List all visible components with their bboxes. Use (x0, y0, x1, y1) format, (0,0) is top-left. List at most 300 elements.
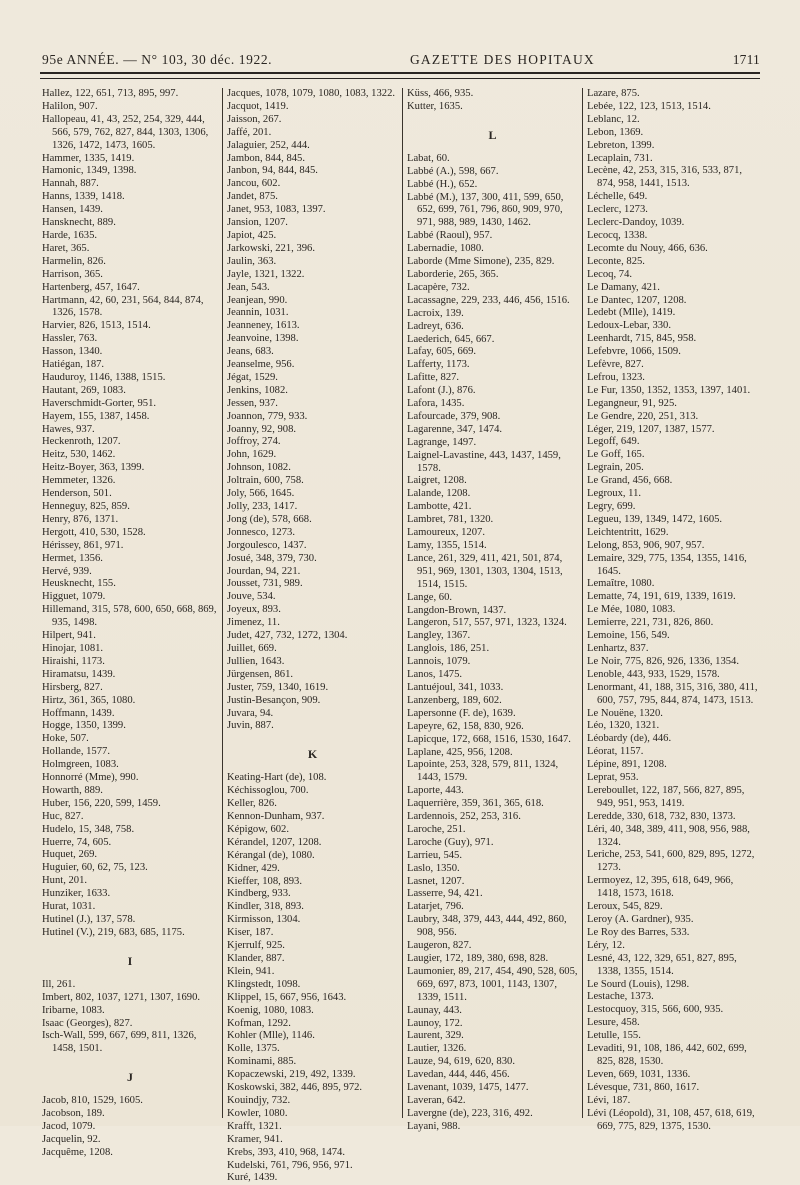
index-entry: Levaditi, 91, 108, 186, 442, 602, 699, 825, 828, 1530. (587, 1043, 747, 1067)
index-entry: Ledebt (Mlle), 1419. (587, 307, 676, 319)
index-entry: Legroux, 11. (587, 488, 642, 500)
index-entry: Keating-Hart (de), 108. (227, 772, 327, 784)
index-entry: Lapeyre, 62, 158, 830, 926. (407, 720, 524, 732)
index-entry: Harvier, 826, 1513, 1514. (42, 320, 151, 332)
index-entry: Le Roy des Barres, 533. (587, 926, 690, 938)
index-entry: Lematte, 74, 191, 619, 1339, 1619. (587, 591, 736, 603)
index-entry: Joanny, 92, 908. (227, 423, 297, 435)
index-entry: Laveran, 642. (407, 1094, 466, 1106)
index-entry: Leclerc-Dandoy, 1039. (587, 217, 685, 229)
index-entry: Lacassagne, 229, 233, 446, 456, 1516. (407, 294, 570, 306)
index-entry: Joyeux, 893. (227, 604, 281, 616)
index-entry: Japiot, 425. (227, 229, 277, 241)
index-entry: Léry, 12. (587, 939, 625, 951)
index-entry: Leichtentritt, 1629. (587, 526, 669, 538)
index-entry: Leriche, 253, 541, 600, 829, 895, 1272, 1273. (587, 849, 755, 874)
index-entry: Layani, 988. (407, 1120, 461, 1132)
index-entry: Jambon, 844, 845. (227, 152, 305, 164)
index-entry: Lazare, 875. (587, 88, 640, 99)
index-entry: Lebreton, 1399. (587, 139, 655, 151)
index-entry: Lavergne (de), 223, 316, 492. (407, 1107, 533, 1119)
index-column (582, 88, 762, 1132)
index-entry: Kramer, 941. (227, 1133, 283, 1145)
index-entry: Ledoux-Lebar, 330. (587, 320, 671, 332)
index-entry: Laplane, 425, 956, 1208. (407, 746, 513, 758)
index-entry: Lapersonne (F. de), 1639. (407, 707, 516, 719)
index-entry: Isaac (Georges), 827. (42, 1017, 133, 1029)
index-entry: Juillet, 669. (227, 642, 277, 654)
index-entry: Labat, 60. (407, 152, 450, 164)
index-entry: Henry, 876, 1371. (42, 513, 119, 525)
index-entry: Koenig, 1080, 1083. (227, 1004, 314, 1016)
index-entry: Le Mée, 1080, 1083. (587, 604, 676, 616)
index-entry: Hallopeau, 41, 43, 252, 254, 329, 444, 566, 579, 762, 827, 844, 1303, 1306, 1326, 1472, 1473, 1605. (42, 113, 209, 151)
index-entry: Jullien, 1643. (227, 655, 285, 667)
index-entry: Lefrou, 1323. (587, 371, 645, 383)
index-entry: Launay, 443. (407, 1004, 462, 1016)
index-entry: Lasnet, 1207. (407, 875, 465, 887)
index-entry: Kennon-Dunham, 937. (227, 811, 325, 823)
index-entry: Hinojar, 1081. (42, 642, 104, 654)
index-entry: Klein, 941. (227, 965, 275, 977)
index-entry: Lardennois, 252, 253, 316. (407, 811, 521, 823)
index-entry: Lereboullet, 122, 187, 566, 827, 895, 949, 951, 953, 1419. (587, 784, 745, 809)
index-entry: Jong (de), 578, 668. (227, 513, 312, 525)
index-entry: Jacquelin, 92. (42, 1133, 101, 1145)
index-entry: Kowler, 1080. (227, 1107, 288, 1119)
index-entry: Johnson, 1082. (227, 462, 291, 474)
page-number: 1711 (732, 52, 760, 67)
index-entry: Imbert, 802, 1037, 1271, 1307, 1690. (42, 991, 201, 1003)
running-header (42, 52, 760, 74)
index-entry: Laslo, 1350. (407, 862, 460, 874)
index-entry: Hutinel (V.), 219, 683, 685, 1175. (42, 926, 185, 938)
index-entry: Jandet, 875. (227, 191, 278, 203)
index-entry: Lautier, 1326. (407, 1043, 467, 1055)
index-entry: Kiser, 187. (227, 927, 274, 939)
index-entry: Henneguy, 825, 859. (42, 501, 130, 512)
index-column (222, 88, 402, 1184)
issue-info: 95e ANNÉE. — N° 103, 30 déc. 1922. (42, 52, 273, 67)
index-columns (42, 88, 764, 1184)
index-entry: Lavenant, 1039, 1475, 1477. (407, 1082, 529, 1094)
index-entry: Le Noir, 775, 826, 926, 1336, 1354. (587, 655, 739, 667)
index-entry: Lamoureux, 1207. (407, 527, 485, 539)
index-entry: Hillemand, 315, 578, 600, 650, 668, 869, 935, 1498. (42, 604, 217, 629)
index-entry: Jouve, 534. (227, 591, 276, 603)
index-entry: Heusknecht, 155. (42, 578, 116, 590)
index-entry: Jürgensen, 861. (227, 668, 294, 680)
index-entry: Jégat, 1529. (227, 371, 278, 383)
index-entry: Leprat, 953. (587, 772, 639, 784)
index-entry: Jacob, 810, 1529, 1605. (42, 1095, 143, 1107)
index-entry: Léobardy (de), 446. (587, 733, 672, 745)
index-entry: Leclerc, 1273. (587, 204, 648, 216)
index-entry: Heckenroth, 1207. (42, 436, 121, 448)
index-entry: Joltrain, 600, 758. (227, 475, 304, 487)
index-entry: Lenoble, 443, 933, 1529, 1578. (587, 668, 720, 680)
index-entry: Legangneur, 91, 925. (587, 397, 677, 409)
index-entry: Legueu, 139, 1349, 1472, 1605. (587, 513, 723, 525)
index-entry: Lapicque, 172, 668, 1516, 1530, 1647. (407, 733, 571, 745)
index-entry: Kéchissoglou, 700. (227, 785, 309, 797)
index-entry: Hiramatsu, 1439. (42, 668, 116, 680)
index-entry: Labbé (M.), 137, 300, 411, 599, 650, 652, 699, 761, 796, 860, 909, 970, 971, 988, 989, 1430, 1462. (407, 191, 564, 229)
index-entry: Kindberg, 933. (227, 888, 291, 900)
index-entry: Lasserre, 94, 421. (407, 888, 483, 900)
index-entry: Ladreyt, 636. (407, 320, 464, 332)
letter-heading: L (488, 127, 497, 142)
index-entry: Hérissey, 861, 971. (42, 539, 124, 551)
index-entry: Lecomte du Nouy, 466, 636. (587, 242, 708, 254)
index-entry: Leroy (A. Gardner), 935. (587, 914, 694, 925)
index-entry: Le Dantec, 1207, 1208. (587, 294, 687, 306)
index-entry: Lecaplain, 731. (587, 152, 653, 164)
index-entry: Lesné, 43, 122, 329, 651, 827, 895, 1338, 1355, 1514. (587, 952, 737, 977)
index-entry: Léchelle, 649. (587, 191, 648, 203)
index-entry: Kuré, 1439. (227, 1172, 278, 1184)
index-entry: Lenhartz, 837. (587, 642, 649, 654)
index-entry: Lesure, 458. (587, 1017, 640, 1029)
index-entry: Le Gendre, 220, 251, 313. (587, 410, 699, 422)
index-entry: Laroche, 251. (407, 823, 466, 835)
letter-heading: J (127, 1070, 133, 1085)
index-column (42, 88, 222, 1158)
index-entry: Kolle, 1375. (227, 1043, 280, 1055)
index-entry: Lannois, 1079. (407, 656, 471, 668)
index-entry: Launoy, 172. (407, 1017, 463, 1029)
index-entry: Leroux, 545, 829. (587, 901, 663, 913)
index-entry: Le Damany, 421. (587, 281, 660, 293)
index-entry: Klippel, 15, 667, 956, 1643. (227, 991, 347, 1003)
index-entry: Haret, 365. (42, 242, 90, 254)
index-entry: Howarth, 889. (42, 784, 103, 796)
index-entry: Lambotte, 421. (407, 501, 472, 513)
index-entry: Lecocq, 1338. (587, 229, 648, 241)
index-entry: Lambret, 781, 1320. (407, 514, 494, 526)
index-entry: Honnorré (Mme), 990. (42, 772, 139, 784)
index-entry: Jeans, 683. (227, 346, 274, 358)
index-entry: Lance, 261, 329, 411, 421, 501, 874, 951, 969, 1301, 1303, 1304, 1513, 1514, 1515. (407, 552, 563, 590)
index-entry: Huc, 827. (42, 810, 84, 822)
index-entry: Hoke, 507. (42, 733, 89, 745)
index-entry: Léger, 219, 1207, 1387, 1577. (587, 423, 715, 435)
index-entry: Jousset, 731, 989. (227, 578, 303, 590)
index-entry: Kirmisson, 1304. (227, 914, 301, 926)
index-entry: Kindler, 318, 893. (227, 901, 304, 913)
index-entry: Laignel-Lavastine, 443, 1437, 1459, 1578. (407, 449, 561, 474)
index-entry: Jeannin, 1031. (227, 307, 289, 319)
index-entry: Langlois, 186, 251. (407, 643, 490, 655)
index-entry: Hermet, 1356. (42, 552, 103, 564)
index-entry: Halilon, 907. (42, 100, 98, 112)
index-entry: Lépine, 891, 1208. (587, 759, 667, 771)
index-entry: Jourdan, 94, 221. (227, 565, 301, 577)
index-entry: Kieffer, 108, 893. (227, 875, 302, 887)
index-entry: Lemaire, 329, 775, 1354, 1355, 1416, 1645. (587, 552, 747, 577)
index-entry: Laurent, 329. (407, 1030, 464, 1042)
index-entry: Jeanjean, 990. (227, 294, 288, 306)
index-entry: Jansion, 1207. (227, 217, 288, 229)
index-entry: Juster, 759, 1340, 1619. (227, 681, 329, 693)
index-entry: John, 1629. (227, 449, 277, 461)
index-entry: Laigret, 1208. (407, 475, 467, 487)
index-entry: Léorat, 1157. (587, 746, 644, 758)
index-entry: Lacapère, 732. (407, 281, 470, 293)
index-entry: Lelong, 853, 906, 907, 957. (587, 539, 705, 551)
index-entry: Henderson, 501. (42, 488, 112, 500)
index-entry: Hansknecht, 889. (42, 217, 116, 229)
index-entry: Laederich, 645, 667. (407, 333, 495, 345)
index-entry: Kérangal (de), 1080. (227, 849, 315, 861)
index-entry: Labbé (A.), 598, 667. (407, 165, 499, 177)
index-entry: Jaisson, 267. (227, 113, 282, 125)
index-entry: Hartmann, 42, 60, 231, 564, 844, 874, 1326, 1578. (42, 294, 204, 319)
index-entry: Keller, 826. (227, 798, 277, 810)
index-entry: Hudelo, 15, 348, 758. (42, 823, 135, 835)
index-entry: Leconte, 825. (587, 255, 645, 267)
index-entry: Kudelski, 761, 796, 956, 971. (227, 1159, 353, 1171)
index-entry: Ill, 261. (42, 978, 76, 990)
letter-heading: K (307, 747, 318, 762)
index-entry: Jacod, 1079. (42, 1121, 96, 1133)
index-entry: Jonnesco, 1273. (227, 526, 295, 538)
index-entry: Jessen, 937. (227, 397, 278, 409)
index-entry: Le Fur, 1350, 1352, 1353, 1397, 1401. (587, 384, 751, 396)
index-entry: Lemaître, 1080. (587, 578, 655, 590)
index-entry: Hammer, 1335, 1419. (42, 152, 135, 164)
index-entry: Hawes, 937. (42, 423, 95, 435)
index-entry: Legry, 699. (587, 501, 636, 512)
index-entry: Kérandel, 1207, 1208. (227, 836, 322, 848)
index-entry: Lamy, 1355, 1514. (407, 540, 487, 551)
index-entry: Lecoq, 74. (587, 268, 633, 280)
index-entry: Lafourcade, 379, 908. (407, 410, 501, 422)
index-entry: Lacroix, 139. (407, 307, 464, 319)
index-entry: Langley, 1367. (407, 630, 471, 642)
index-entry: Janbon, 94, 844, 845. (227, 165, 318, 177)
index-entry: Lafferty, 1173. (407, 359, 470, 371)
index-entry: Jeanselme, 956. (227, 359, 295, 371)
index-entry: Lemoine, 156, 549. (587, 630, 670, 642)
index-entry: Hansen, 1439. (42, 204, 103, 216)
index-entry: Hilpert, 941. (42, 630, 96, 642)
index-entry: Labernadie, 1080. (407, 243, 484, 255)
index-entry: Lévesque, 731, 860, 1617. (587, 1081, 700, 1093)
header-rule (40, 72, 760, 79)
index-entry: Jalaguier, 252, 444. (227, 139, 310, 151)
index-entry: Hervé, 939. (42, 565, 92, 577)
index-entry: Lestocquoy, 315, 566, 600, 935. (587, 1004, 724, 1016)
index-entry: Lalande, 1208. (407, 488, 471, 500)
index-entry: Le Goff, 165. (587, 449, 645, 461)
index-entry: Joffroy, 274. (227, 436, 281, 448)
index-entry: Klander, 887. (227, 953, 285, 964)
index-entry: Lecène, 42, 253, 315, 316, 533, 871, 874, 958, 1441, 1513. (587, 165, 743, 190)
index-entry: Lafitte, 827. (407, 372, 460, 384)
index-entry: Hirsberg, 827. (42, 681, 103, 693)
index-entry: Hamonic, 1349, 1398. (42, 165, 137, 177)
index-entry: Hemmeter, 1326. (42, 475, 116, 487)
index-entry: Le Sourd (Louis), 1298. (587, 978, 690, 990)
index-entry: Léri, 40, 348, 389, 411, 908, 956, 988, 1324. (587, 823, 750, 848)
index-entry: Hatiégan, 187. (42, 359, 105, 371)
index-entry: Lafay, 605, 669. (407, 346, 477, 358)
index-entry: Jacques, 1078, 1079, 1080, 1083, 1322. (227, 88, 396, 99)
index-entry: Lefebvre, 1066, 1509. (587, 346, 681, 358)
index-entry: Hunziker, 1633. (42, 888, 111, 900)
index-entry: Laborderie, 265, 365. (407, 268, 499, 280)
index-entry: Kjerrulf, 925. (227, 940, 285, 952)
index-entry: Kopaczewski, 219, 492, 1339. (227, 1069, 356, 1081)
index-entry: Langeron, 517, 557, 971, 1323, 1324. (407, 617, 567, 629)
index-entry: Haverschmidt-Gorter, 951. (42, 397, 157, 409)
index-entry: Kouindjy, 732. (227, 1094, 291, 1106)
index-entry: Le Nouëne, 1320. (587, 707, 663, 719)
index-entry: Lenormant, 41, 188, 315, 316, 380, 411, 600, 757, 795, 844, 874, 1473, 1513. (587, 681, 758, 706)
index-entry: Labbé (H.), 652. (407, 178, 478, 190)
index-entry: Leenhardt, 715, 845, 958. (587, 333, 697, 345)
index-entry: Lange, 60. (407, 591, 453, 603)
index-entry: Hanns, 1339, 1418. (42, 191, 125, 203)
index-entry: Lauze, 94, 619, 620, 830. (407, 1056, 515, 1068)
index-entry: Kohler (Mlle), 1146. (227, 1030, 315, 1042)
index-column (402, 88, 582, 1132)
index-entry: Hiraishi, 1173. (42, 655, 105, 667)
index-entry: Huguier, 60, 62, 75, 123. (42, 862, 148, 874)
index-entry: Hayem, 155, 1387, 1458. (42, 410, 150, 422)
index-entry: Legrain, 205. (587, 462, 644, 474)
index-entry: Jacquot, 1419. (227, 100, 289, 112)
index-entry: Jaffé, 201. (227, 126, 272, 138)
index-entry: Laquerrière, 359, 361, 365, 618. (407, 798, 544, 810)
index-entry: Hogge, 1350, 1399. (42, 720, 126, 732)
index-entry: Jean, 543. (227, 281, 270, 293)
index-entry: Laugier, 172, 189, 380, 698, 828. (407, 953, 549, 964)
index-entry: Lanzenberg, 189, 602. (407, 694, 502, 706)
index-entry: Hutinel (J.), 137, 578. (42, 914, 136, 925)
index-entry: Harmelin, 826. (42, 255, 106, 267)
index-entry: Judet, 427, 732, 1272, 1304. (227, 630, 348, 642)
index-entry: Kofman, 1292. (227, 1017, 291, 1029)
index-entry: Lafora, 1435. (407, 398, 465, 410)
index-entry: Langdon-Brown, 1437. (407, 604, 507, 616)
index-entry: Klingstedt, 1098. (227, 978, 301, 990)
index-entry: Jarkowski, 221, 396. (227, 242, 315, 254)
index-entry: Lagrange, 1497. (407, 436, 477, 448)
index-entry: Hallez, 122, 651, 713, 895, 997. (42, 88, 179, 99)
index-entry: Jacquême, 1208. (42, 1146, 113, 1158)
index-entry: Kominami, 885. (227, 1056, 297, 1068)
index-entry: Larrieu, 545. (407, 849, 463, 861)
index-entry: Juvara, 94. (227, 707, 274, 719)
index-entry: Jeanvoine, 1398. (227, 333, 299, 345)
index-entry: Lestache, 1373. (587, 991, 654, 1003)
index-entry: Laporte, 443. (407, 785, 464, 797)
index-entry: Lévi (Léopold), 31, 108, 457, 618, 619, 669, 775, 829, 1375, 1530. (587, 1107, 755, 1132)
index-entry: Letulle, 155. (587, 1030, 641, 1042)
index-entry: Laumonier, 89, 217, 454, 490, 528, 605, 669, 697, 873, 1001, 1143, 1307, 1339, 1511. (407, 965, 578, 1003)
index-entry: Hartenberg, 457, 1647. (42, 281, 140, 293)
index-entry: Hirtz, 361, 365, 1080. (42, 694, 136, 706)
index-entry: Latarjet, 796. (407, 901, 464, 913)
index-entry: Josué, 348, 379, 730. (227, 552, 317, 564)
index-entry: Iribarne, 1083. (42, 1004, 105, 1016)
index-entry: Léo, 1320, 1321. (587, 720, 660, 732)
index-entry: Harde, 1635. (42, 229, 98, 241)
index-entry: Isch-Wall, 599, 667, 699, 811, 1326, 1458, 1501. (42, 1030, 197, 1055)
index-entry: Krebs, 393, 410, 968, 1474. (227, 1146, 345, 1158)
index-entry: Hautant, 269, 1083. (42, 384, 126, 396)
index-entry: Leblanc, 12. (587, 113, 640, 125)
index-entry: Juvin, 887. (227, 720, 274, 732)
index-entry: Le Grand, 456, 668. (587, 475, 673, 487)
index-entry: Harrison, 365. (42, 268, 103, 280)
index-entry: Hauduroy, 1146, 1388, 1515. (42, 371, 166, 383)
index-entry: Lefèvre, 827. (587, 359, 644, 371)
index-entry: Jimenez, 11. (227, 617, 280, 629)
index-entry: Hassler, 763. (42, 333, 98, 345)
index-entry: Laugeron, 827. (407, 940, 472, 952)
index-entry: Hunt, 201. (42, 875, 88, 887)
index-entry: Lagarenne, 347, 1474. (407, 423, 503, 435)
index-entry: Hannah, 887. (42, 178, 99, 190)
index-entry: Joannon, 779, 933. (227, 410, 308, 422)
index-entry: Képigow, 602. (227, 823, 289, 835)
index-entry: Lafont (J.), 876. (407, 385, 476, 397)
index-entry: Hollande, 1577. (42, 746, 110, 758)
index-entry: Janet, 953, 1083, 1397. (227, 204, 326, 216)
index-entry: Hoffmann, 1439. (42, 707, 115, 719)
index-entry: Kidner, 429. (227, 862, 280, 874)
index-entry: Lebon, 1369. (587, 126, 644, 138)
index-entry: Lemierre, 221, 731, 826, 860. (587, 617, 714, 629)
index-entry: Jeanneney, 1613. (227, 320, 300, 332)
index-entry: Jolly, 233, 1417. (227, 501, 298, 512)
index-entry: Lebée, 122, 123, 1513, 1514. (587, 100, 711, 112)
index-entry: Justin-Besançon, 909. (227, 694, 321, 706)
index-entry: Hurat, 1031. (42, 901, 96, 913)
index-entry: Koskowski, 382, 446, 895, 972. (227, 1082, 363, 1094)
index-entry: Lantuéjoul, 341, 1033. (407, 681, 504, 693)
index-entry: Legoff, 649. (587, 436, 640, 448)
index-entry: Huquet, 269. (42, 849, 98, 861)
letter-heading: I (127, 953, 133, 968)
index-entry: Labbé (Raoul), 957. (407, 230, 493, 242)
index-entry: Küss, 466, 935. (407, 88, 474, 99)
index-entry: Lapointe, 253, 328, 579, 811, 1324, 1443, 1579. (407, 759, 559, 784)
index-entry: Laroche (Guy), 971. (407, 836, 494, 848)
index-entry: Leven, 669, 1031, 1336. (587, 1068, 691, 1080)
index-entry: Joly, 566, 1645. (227, 488, 295, 500)
index-entry: Jancou, 602. (227, 178, 281, 190)
index-entry: Lévi, 187. (587, 1094, 631, 1106)
index-entry: Jayle, 1321, 1322. (227, 268, 305, 280)
index-entry: Jenkins, 1082. (227, 384, 288, 396)
index-entry: Higguet, 1079. (42, 591, 106, 603)
index-entry: Hergott, 410, 530, 1528. (42, 526, 146, 538)
index-entry: Huber, 156, 220, 599, 1459. (42, 797, 161, 809)
index-entry: Holmgreen, 1083. (42, 759, 119, 771)
index-entry: Jacobson, 189. (42, 1108, 105, 1120)
index-entry: Lavedan, 444, 446, 456. (407, 1069, 510, 1081)
index-entry: Laubry, 348, 379, 443, 444, 492, 860, 908, 956. (407, 914, 567, 939)
index-entry: Krafft, 1321. (227, 1120, 282, 1132)
index-entry: Laborde (Mme Simone), 235, 829. (407, 256, 555, 268)
index-entry: Kutter, 1635. (407, 100, 463, 112)
index-entry: Hasson, 1340. (42, 346, 103, 358)
index-entry: Jaulin, 363. (227, 255, 277, 267)
